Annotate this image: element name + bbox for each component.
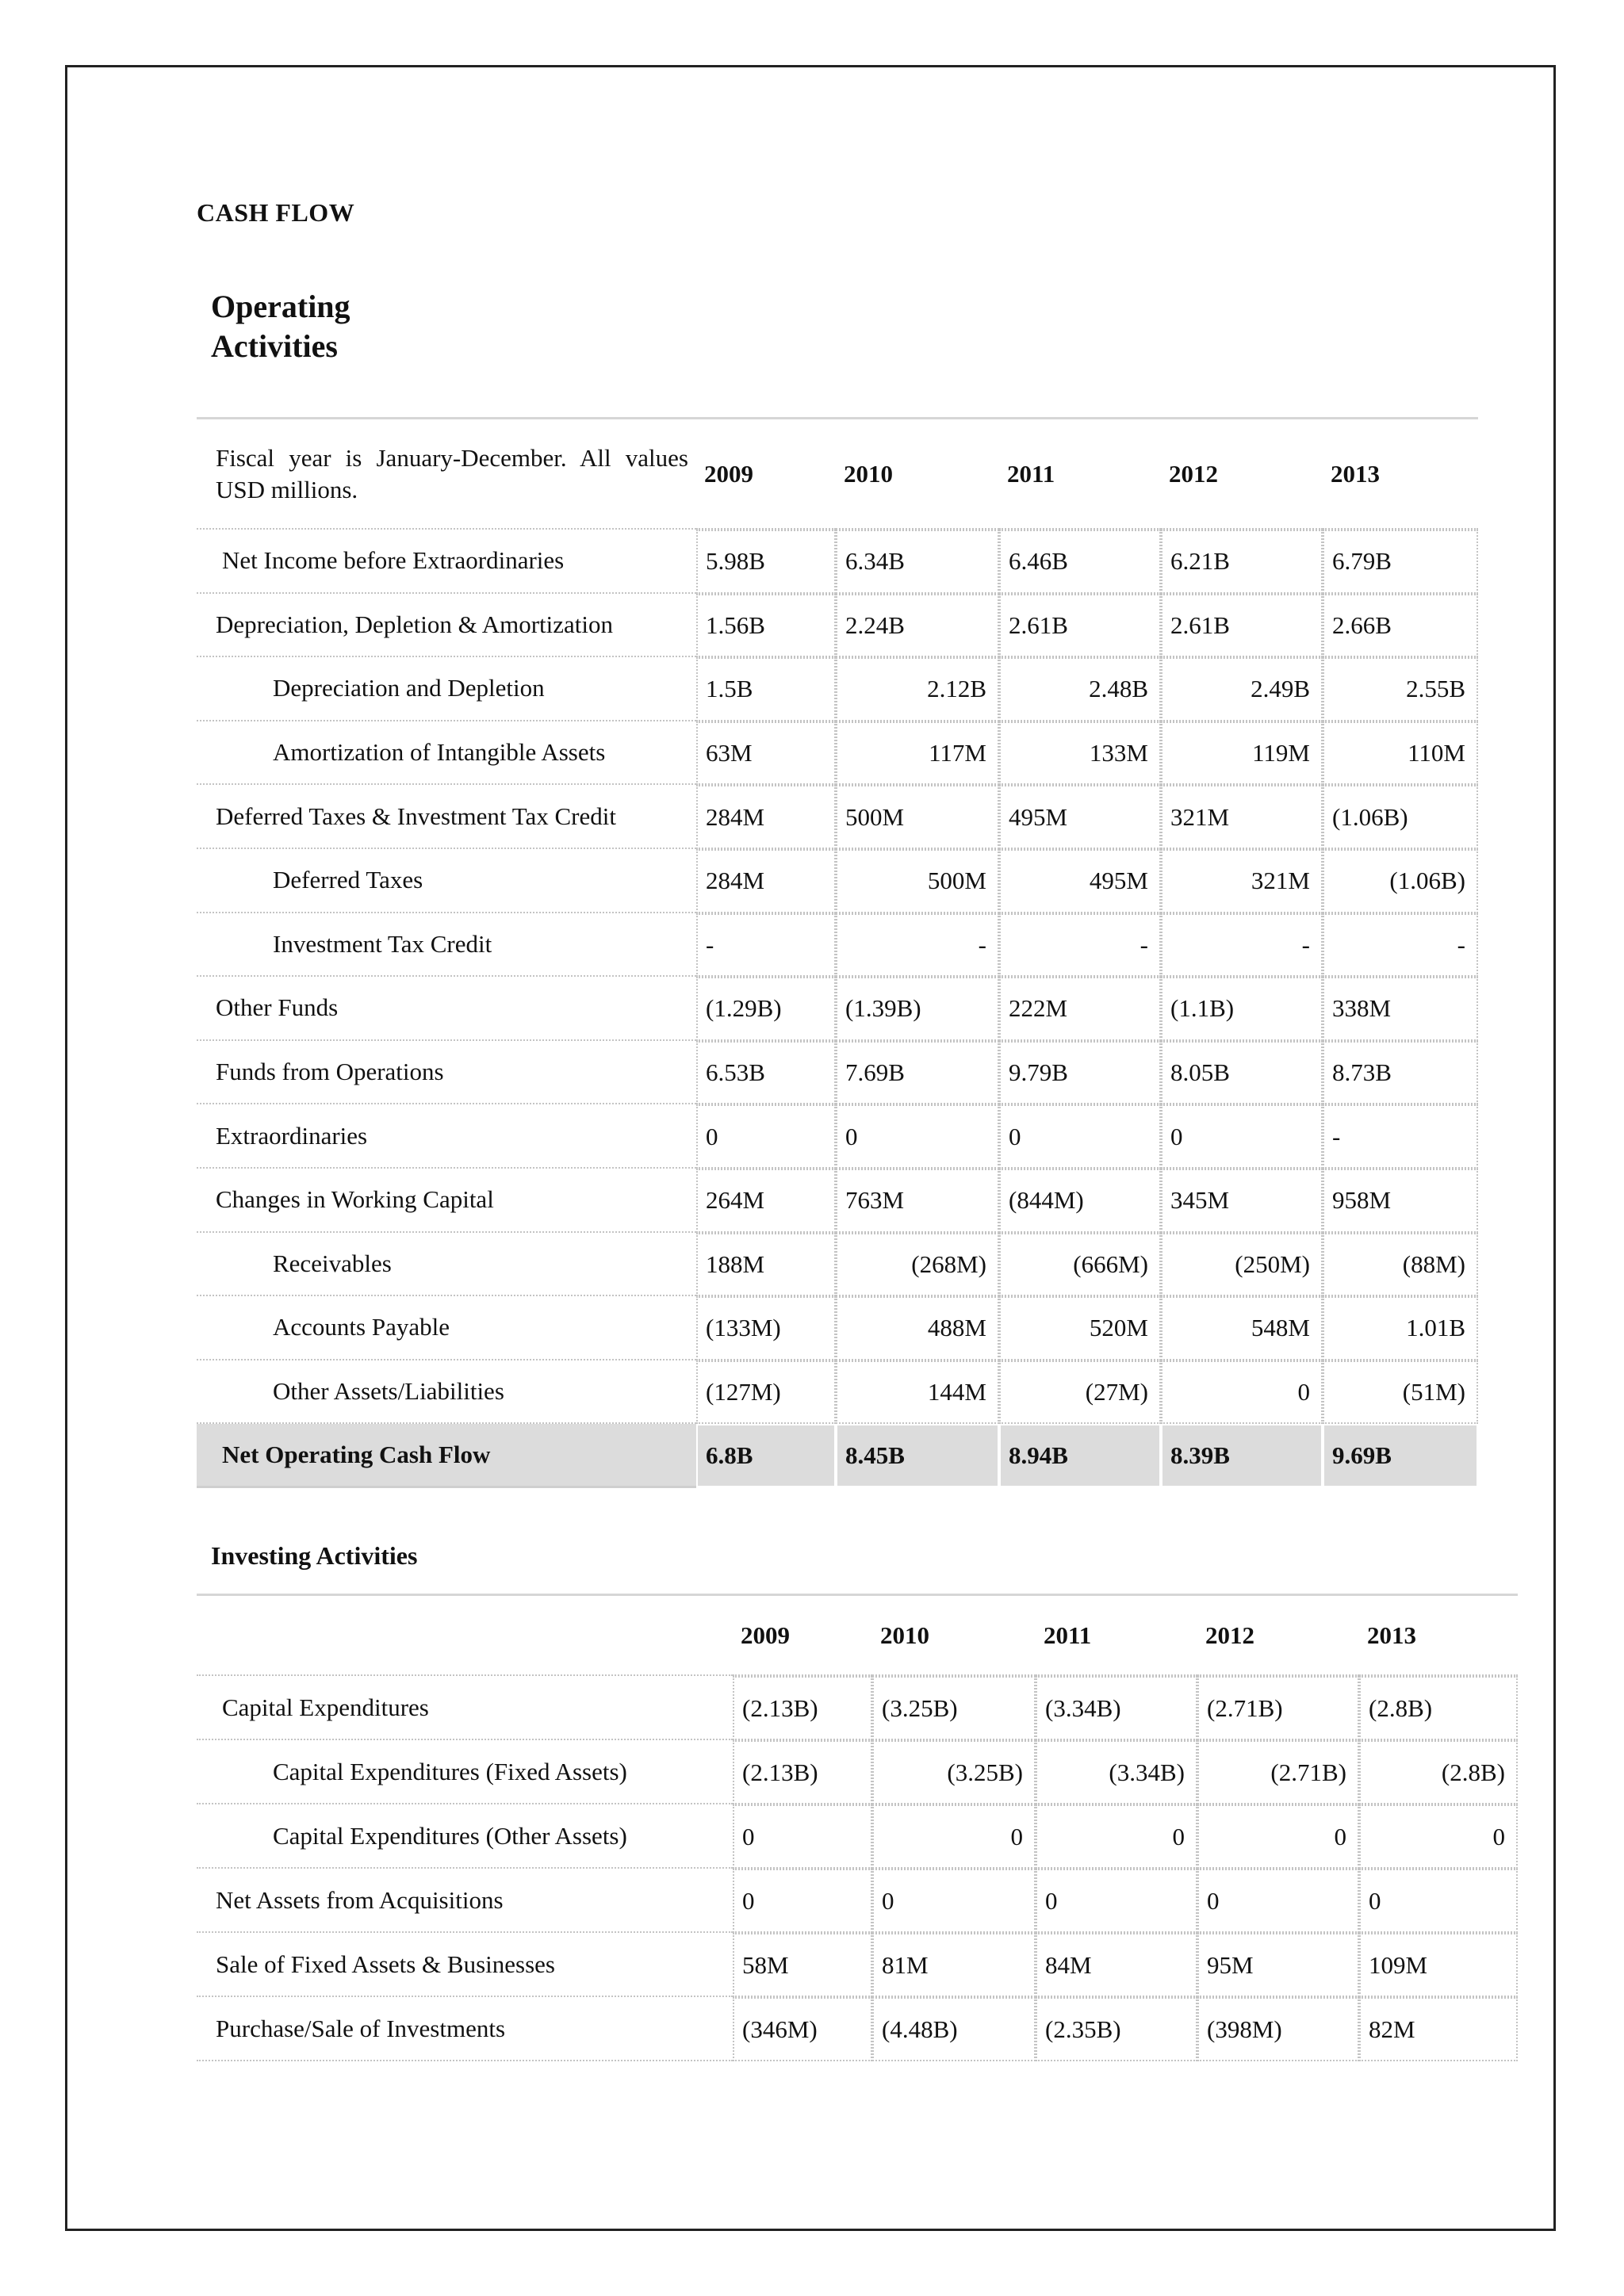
- cell-2013: (1.06B): [1323, 849, 1478, 913]
- cell-2012: 0: [1197, 1869, 1359, 1933]
- cell-2013: 2.55B: [1323, 657, 1478, 721]
- cell-2011: (2.35B): [1036, 1997, 1197, 2061]
- cell-2011: 0: [999, 1104, 1161, 1169]
- cell-2010: 2.12B: [836, 657, 999, 721]
- cell-2013: 9.69B: [1323, 1424, 1478, 1488]
- row-label: Receivables: [197, 1233, 696, 1297]
- row-label: Capital Expenditures (Fixed Assets): [197, 1740, 733, 1804]
- cell-2010: 0: [836, 1104, 999, 1169]
- cell-2012: 8.39B: [1161, 1424, 1323, 1488]
- operating-row-funds-from-operations: [197, 1041, 1478, 1105]
- investing-activities-table: [197, 1597, 1518, 2061]
- cell-2012: 95M: [1197, 1933, 1359, 1997]
- cell-2013: 1.01B: [1323, 1296, 1478, 1360]
- cell-2013: (1.06B): [1323, 785, 1478, 849]
- cell-2013: 109M: [1359, 1933, 1518, 1997]
- cell-2011: (3.34B): [1036, 1676, 1197, 1740]
- investing-activities-title: Investing Activities: [211, 1541, 418, 1570]
- cell-2011: (666M): [999, 1233, 1161, 1297]
- operating-table-top-rule: [197, 417, 1478, 419]
- cell-2012: 2.49B: [1161, 657, 1323, 721]
- row-label: Capital Expenditures: [197, 1676, 733, 1740]
- cell-2011: 6.46B: [999, 530, 1161, 594]
- cell-2011: 0: [1036, 1869, 1197, 1933]
- row-label: Deferred Taxes: [197, 849, 696, 913]
- cell-2011: 9.79B: [999, 1041, 1161, 1105]
- cell-2010: 8.45B: [836, 1424, 999, 1488]
- row-label: Amortization of Intangible Assets: [197, 721, 696, 786]
- cell-2011: 495M: [999, 849, 1161, 913]
- operating-header-row: [197, 420, 1478, 530]
- cell-2011: 2.48B: [999, 657, 1161, 721]
- row-label: Investment Tax Credit: [197, 913, 696, 978]
- cell-2013: 0: [1359, 1804, 1518, 1869]
- cell-2009: 1.5B: [696, 657, 836, 721]
- cell-2009: 284M: [696, 849, 836, 913]
- cell-2010: 488M: [836, 1296, 999, 1360]
- cell-2010: 0: [872, 1869, 1036, 1933]
- cell-2011: 0: [1036, 1804, 1197, 1869]
- row-label: Purchase/Sale of Investments: [197, 1997, 733, 2061]
- cell-2012: 0: [1161, 1104, 1323, 1169]
- operating-row-deferred-taxes-investment-tax-credit: [197, 785, 1478, 849]
- row-label: Depreciation, Depletion & Amortization: [197, 594, 696, 658]
- cell-2010: 6.34B: [836, 530, 999, 594]
- cell-2009: (346M): [733, 1997, 872, 2061]
- cell-2009: 0: [696, 1104, 836, 1169]
- year-header: 2013: [1359, 1597, 1518, 1676]
- cell-2011: 520M: [999, 1296, 1161, 1360]
- cell-2009: (2.13B): [733, 1676, 872, 1740]
- cell-2013: (88M): [1323, 1233, 1478, 1297]
- cell-2012: 0: [1161, 1360, 1323, 1425]
- cell-2012: 6.21B: [1161, 530, 1323, 594]
- operating-row-other-assets-liabilities: [197, 1360, 1478, 1425]
- cell-2009: 58M: [733, 1933, 872, 1997]
- cell-2013: -: [1323, 1104, 1478, 1169]
- operating-row-deferred-taxes: [197, 849, 1478, 913]
- page-heading: CASH FLOW: [197, 198, 355, 227]
- cell-2010: -: [836, 913, 999, 978]
- cell-2011: -: [999, 913, 1161, 978]
- cell-2010: (268M): [836, 1233, 999, 1297]
- cell-2012: 548M: [1161, 1296, 1323, 1360]
- operating-row-other-funds: [197, 977, 1478, 1041]
- cell-2010: 500M: [836, 849, 999, 913]
- cell-2009: 0: [733, 1869, 872, 1933]
- cell-2013: 82M: [1359, 1997, 1518, 2061]
- investing-header-row: [197, 1597, 1518, 1676]
- cell-2010: 117M: [836, 721, 999, 786]
- operating-row-net-operating-cash-flow: [197, 1424, 1478, 1488]
- cell-2013: 958M: [1323, 1169, 1478, 1233]
- cell-2011: 8.94B: [999, 1424, 1161, 1488]
- cell-2009: 284M: [696, 785, 836, 849]
- cell-2011: 84M: [1036, 1933, 1197, 1997]
- cell-2013: 2.66B: [1323, 594, 1478, 658]
- cell-2010: 144M: [836, 1360, 999, 1425]
- cell-2010: 763M: [836, 1169, 999, 1233]
- cell-2011: 222M: [999, 977, 1161, 1041]
- cell-2012: 0: [1197, 1804, 1359, 1869]
- cell-2013: 8.73B: [1323, 1041, 1478, 1105]
- row-label: Changes in Working Capital: [197, 1169, 696, 1233]
- operating-row-amortization-of-intangible-assets: [197, 721, 1478, 786]
- cell-2010: (3.25B): [872, 1676, 1036, 1740]
- investing-table-top-rule: [197, 1594, 1518, 1596]
- cell-2013: 338M: [1323, 977, 1478, 1041]
- cell-2013: (2.8B): [1359, 1740, 1518, 1804]
- investing-row-capital-expenditures-other-assets: [197, 1804, 1518, 1869]
- investing-header-blank: [197, 1597, 733, 1676]
- operating-activities-table: [197, 420, 1478, 1488]
- cell-2010: (4.48B): [872, 1997, 1036, 2061]
- cell-2009: 188M: [696, 1233, 836, 1297]
- cell-2012: 321M: [1161, 849, 1323, 913]
- investing-row-purchase-sale-of-investments: [197, 1997, 1518, 2061]
- investing-row-sale-of-fixed-assets-businesses: [197, 1933, 1518, 1997]
- cell-2009: 1.56B: [696, 594, 836, 658]
- operating-row-receivables: [197, 1233, 1478, 1297]
- fiscal-year-note: Fiscal year is January-December. All values USD millions.: [197, 420, 696, 530]
- cell-2012: (1.1B): [1161, 977, 1323, 1041]
- cell-2011: (844M): [999, 1169, 1161, 1233]
- cell-2012: (2.71B): [1197, 1740, 1359, 1804]
- cell-2012: 8.05B: [1161, 1041, 1323, 1105]
- row-label: Net Assets from Acquisitions: [197, 1869, 733, 1933]
- cell-2009: 63M: [696, 721, 836, 786]
- cell-2010: 0: [872, 1804, 1036, 1869]
- operating-row-depreciation-and-depletion: [197, 657, 1478, 721]
- cell-2010: 7.69B: [836, 1041, 999, 1105]
- year-header: 2009: [696, 420, 836, 530]
- year-header: 2011: [1036, 1597, 1197, 1676]
- row-label: Funds from Operations: [197, 1041, 696, 1105]
- year-header: 2012: [1197, 1597, 1359, 1676]
- year-header: 2011: [999, 420, 1161, 530]
- cell-2009: 6.53B: [696, 1041, 836, 1105]
- cell-2009: (2.13B): [733, 1740, 872, 1804]
- cell-2011: (27M): [999, 1360, 1161, 1425]
- cell-2009: (1.29B): [696, 977, 836, 1041]
- cell-2013: 0: [1359, 1869, 1518, 1933]
- cell-2012: 119M: [1161, 721, 1323, 786]
- cell-2013: (51M): [1323, 1360, 1478, 1425]
- cell-2009: (127M): [696, 1360, 836, 1425]
- investing-row-capital-expenditures: [197, 1676, 1518, 1740]
- cell-2010: 500M: [836, 785, 999, 849]
- cell-2012: -: [1161, 913, 1323, 978]
- cell-2012: 345M: [1161, 1169, 1323, 1233]
- row-label: Extraordinaries: [197, 1104, 696, 1169]
- year-header: 2010: [872, 1597, 1036, 1676]
- cell-2011: (3.34B): [1036, 1740, 1197, 1804]
- operating-row-investment-tax-credit: [197, 913, 1478, 978]
- row-label: Deferred Taxes & Investment Tax Credit: [197, 785, 696, 849]
- cell-2009: 264M: [696, 1169, 836, 1233]
- cell-2012: 2.61B: [1161, 594, 1323, 658]
- operating-title-line1: Operating: [211, 289, 350, 324]
- investing-row-net-assets-from-acquisitions: [197, 1869, 1518, 1933]
- cell-2011: 495M: [999, 785, 1161, 849]
- cell-2010: (1.39B): [836, 977, 999, 1041]
- row-label: Other Assets/Liabilities: [197, 1360, 696, 1425]
- operating-row-net-income-before-extraordinaries: [197, 530, 1478, 594]
- operating-row-extraordinaries: [197, 1104, 1478, 1169]
- cell-2013: (2.8B): [1359, 1676, 1518, 1740]
- cell-2011: 133M: [999, 721, 1161, 786]
- year-header: 2012: [1161, 420, 1323, 530]
- cell-2009: 0: [733, 1804, 872, 1869]
- cell-2010: (3.25B): [872, 1740, 1036, 1804]
- row-label: Other Funds: [197, 977, 696, 1041]
- cell-2010: 2.24B: [836, 594, 999, 658]
- operating-title-line2: Activities: [211, 328, 338, 364]
- cell-2012: 321M: [1161, 785, 1323, 849]
- cell-2010: 81M: [872, 1933, 1036, 1997]
- row-label: Accounts Payable: [197, 1296, 696, 1360]
- year-header: 2013: [1323, 420, 1478, 530]
- investing-row-capital-expenditures-fixed-assets: [197, 1740, 1518, 1804]
- cell-2009: (133M): [696, 1296, 836, 1360]
- row-label: Depreciation and Depletion: [197, 657, 696, 721]
- row-label: Sale of Fixed Assets & Businesses: [197, 1933, 733, 1997]
- cell-2012: (2.71B): [1197, 1676, 1359, 1740]
- cell-2009: -: [696, 913, 836, 978]
- cell-2009: 6.8B: [696, 1424, 836, 1488]
- year-header: 2010: [836, 420, 999, 530]
- cell-2013: 6.79B: [1323, 530, 1478, 594]
- cell-2011: 2.61B: [999, 594, 1161, 658]
- row-label: Net Operating Cash Flow: [197, 1424, 696, 1488]
- operating-row-changes-in-working-capital: [197, 1169, 1478, 1233]
- row-label: Net Income before Extraordinaries: [197, 530, 696, 594]
- cell-2012: (250M): [1161, 1233, 1323, 1297]
- operating-row-accounts-payable: [197, 1296, 1478, 1360]
- cell-2013: -: [1323, 913, 1478, 978]
- operating-row-depreciation-depletion-amortization: [197, 594, 1478, 658]
- year-header: 2009: [733, 1597, 872, 1676]
- cell-2009: 5.98B: [696, 530, 836, 594]
- cell-2013: 110M: [1323, 721, 1478, 786]
- operating-activities-title: [211, 287, 350, 366]
- cell-2012: (398M): [1197, 1997, 1359, 2061]
- row-label: Capital Expenditures (Other Assets): [197, 1804, 733, 1869]
